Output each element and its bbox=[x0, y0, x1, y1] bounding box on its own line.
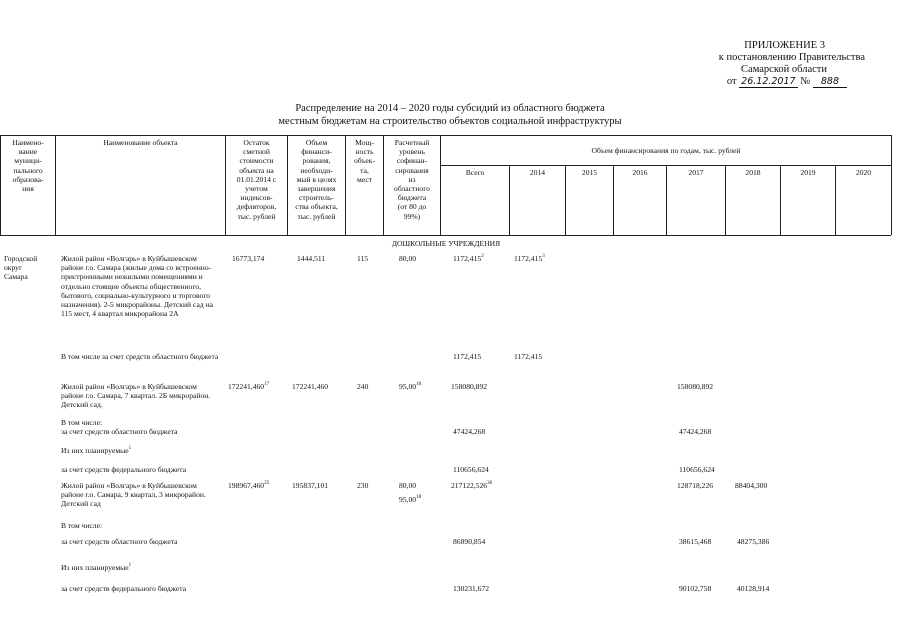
total-value bbox=[451, 481, 492, 490]
header-year-2017: 2017 bbox=[688, 168, 704, 177]
year-2017-value: 128718,226 bbox=[677, 481, 714, 490]
subrow-label: за счет средств областного бюджета bbox=[61, 537, 178, 546]
footnote-mark: 2 bbox=[481, 254, 484, 259]
appendix-title: ПРИЛОЖЕНИЕ 3 bbox=[744, 40, 825, 51]
total-value: 110656,624 bbox=[453, 465, 489, 474]
footnote-mark: 30 bbox=[487, 481, 493, 486]
grid-header-bottom bbox=[0, 235, 891, 236]
number-prefix: № bbox=[800, 76, 811, 87]
remainder-value: 16773,174 bbox=[232, 254, 265, 263]
title-line2: местным бюджетам на строительство объектов социальной инфраструктуры bbox=[278, 116, 622, 127]
planned-text: Из них планируемые bbox=[61, 563, 129, 572]
year-2017-value: 110656,624 bbox=[679, 465, 715, 474]
remainder-value bbox=[228, 481, 269, 490]
footnote-mark: 1 bbox=[128, 446, 132, 451]
footnote-mark: 3 bbox=[542, 254, 545, 259]
year-2017-value: 90102,758 bbox=[679, 584, 712, 593]
document-title bbox=[190, 102, 710, 128]
planned-label bbox=[61, 563, 221, 572]
remainder-value bbox=[228, 382, 269, 391]
subrow-label: за счет средств федерального бюджета bbox=[61, 584, 187, 593]
year-2017-value: 47424,268 bbox=[679, 427, 712, 436]
year-2018-value: 48275,386 bbox=[737, 537, 770, 546]
footnote-mark: 17 bbox=[264, 382, 270, 387]
header-yearly-volume: Объем финансирования по годам, тыс. рублей bbox=[591, 146, 741, 155]
header-year-2016: 2016 bbox=[632, 168, 648, 177]
object-name: Жилой район «Волгарь» в Куйбышевском районе г.о. Самара (жилые дома со встроенно-пристроенными нежилыми помещениями и отдельно стоящие объекты общественного, бытового, социально-культурного и торгового назначения). 2-5 микрорайоны. Детский сад на 115 мест, 4 квартал микрорайона 2А bbox=[61, 254, 214, 319]
header-total: Всего bbox=[465, 168, 485, 177]
appendix-header bbox=[719, 40, 865, 88]
year-2014-value: 1172,415 bbox=[514, 352, 543, 361]
capacity-value: 240 bbox=[357, 382, 369, 391]
footnote-mark: 18 bbox=[416, 382, 422, 387]
grid-top bbox=[0, 135, 891, 136]
appendix-line2: к постановлению Правительства bbox=[718, 52, 865, 63]
header-year-2020: 2020 bbox=[855, 168, 872, 177]
volume-value: 195837,101 bbox=[292, 481, 329, 490]
volume-value: 172241,460 bbox=[292, 382, 329, 391]
header-capacity: Мощ- ность объек- та, мест bbox=[354, 138, 375, 184]
subrow-label: В том числе: bbox=[61, 418, 103, 427]
footnote-mark: 1 bbox=[128, 563, 132, 568]
planned-label bbox=[61, 446, 221, 455]
level-value bbox=[399, 382, 421, 391]
header-year-2015: 2015 bbox=[581, 168, 598, 177]
appendix-date-line bbox=[719, 76, 865, 88]
grid-v14 bbox=[891, 135, 892, 235]
subrow-label: В том числе: bbox=[61, 521, 103, 530]
footnote-mark: 25 bbox=[264, 481, 270, 486]
level-number: 95,00 bbox=[399, 382, 417, 391]
footnote-mark: 18 bbox=[416, 495, 422, 500]
year-2018-value: 88404,300 bbox=[735, 481, 768, 490]
level-value: 80,00 bbox=[399, 481, 417, 490]
year-2018-value: 40128,914 bbox=[737, 584, 770, 593]
header-cofinancing-level: Расчетный уровень софинан- сирования из областного бюджета (от 80 до 99%) bbox=[394, 138, 430, 221]
capacity-value: 230 bbox=[357, 481, 369, 490]
level-value: 80,00 bbox=[399, 254, 417, 263]
header-volume: Объем финанси- рования, необходи- мый в целях завершения строитель- ства объекта, тыс. рублей bbox=[295, 138, 338, 221]
header-municipality: Наимено- вание муници- пального образова- ния bbox=[12, 138, 44, 194]
total-value bbox=[453, 254, 484, 263]
appendix-line3: Самарской области bbox=[741, 64, 827, 75]
volume-value: 1444,511 bbox=[297, 254, 326, 263]
grid-v1 bbox=[55, 135, 56, 235]
total-value: 1172,415 bbox=[453, 352, 482, 361]
header-year-2019: 2019 bbox=[800, 168, 816, 177]
total-value: 86890,854 bbox=[453, 537, 486, 546]
remainder-number: 198967,460 bbox=[228, 481, 265, 490]
subrow-label: за счет средств федерального бюджета bbox=[61, 465, 187, 474]
section-heading: ДОШКОЛЬНЫЕ УЧРЕЖДЕНИЯ bbox=[391, 239, 501, 248]
year-2014-number: 1172,415 bbox=[514, 254, 543, 263]
subrow-label: В том числе за счет средств областного бюджета bbox=[61, 352, 219, 361]
total-value: 158080,892 bbox=[451, 382, 488, 391]
number-handwritten: 888 bbox=[813, 76, 847, 88]
municipality-name: Городской округ Самара bbox=[4, 254, 38, 282]
title-line1: Распределение на 2014 – 2020 годы субсидий из областного бюджета bbox=[295, 103, 605, 114]
subrow-label: за счет средств областного бюджета bbox=[61, 427, 178, 436]
object-name: Жилой район «Волгарь» в Куйбышевском районе г.о. Самара, 9 квартал, 3 микрорайон. Детский сад bbox=[61, 481, 206, 509]
object-name: Жилой район «Волгарь» в Куйбышевском районе г.о. Самара, 7 квартал. 2Б микрорайон. Детский сад. bbox=[61, 382, 211, 410]
total-number: 1172,415 bbox=[453, 254, 482, 263]
total-value: 47424,268 bbox=[453, 427, 486, 436]
total-number: 217122,526 bbox=[451, 481, 488, 490]
header-year-2014: 2014 bbox=[529, 168, 546, 177]
year-2014-value bbox=[514, 254, 545, 263]
year-2017-value: 38615,468 bbox=[679, 537, 712, 546]
total-value: 130231,672 bbox=[453, 584, 490, 593]
date-handwritten: 26.12.2017 bbox=[741, 76, 796, 87]
level-value bbox=[399, 495, 421, 504]
header-object: Наименование объекта bbox=[103, 138, 178, 147]
date-prefix: от bbox=[726, 76, 737, 87]
capacity-value: 115 bbox=[357, 254, 369, 263]
level-number: 95,00 bbox=[399, 495, 417, 504]
header-remainder: Остаток сметной стоимости объекта на 01.01.2014 с учетом индексов- дефляторов, тыс. рублей bbox=[236, 138, 277, 221]
planned-text: Из них планируемые bbox=[61, 446, 129, 455]
year-2017-value: 158080,892 bbox=[677, 382, 714, 391]
remainder-number: 172241,460 bbox=[228, 382, 265, 391]
header-year-2018: 2018 bbox=[745, 168, 761, 177]
